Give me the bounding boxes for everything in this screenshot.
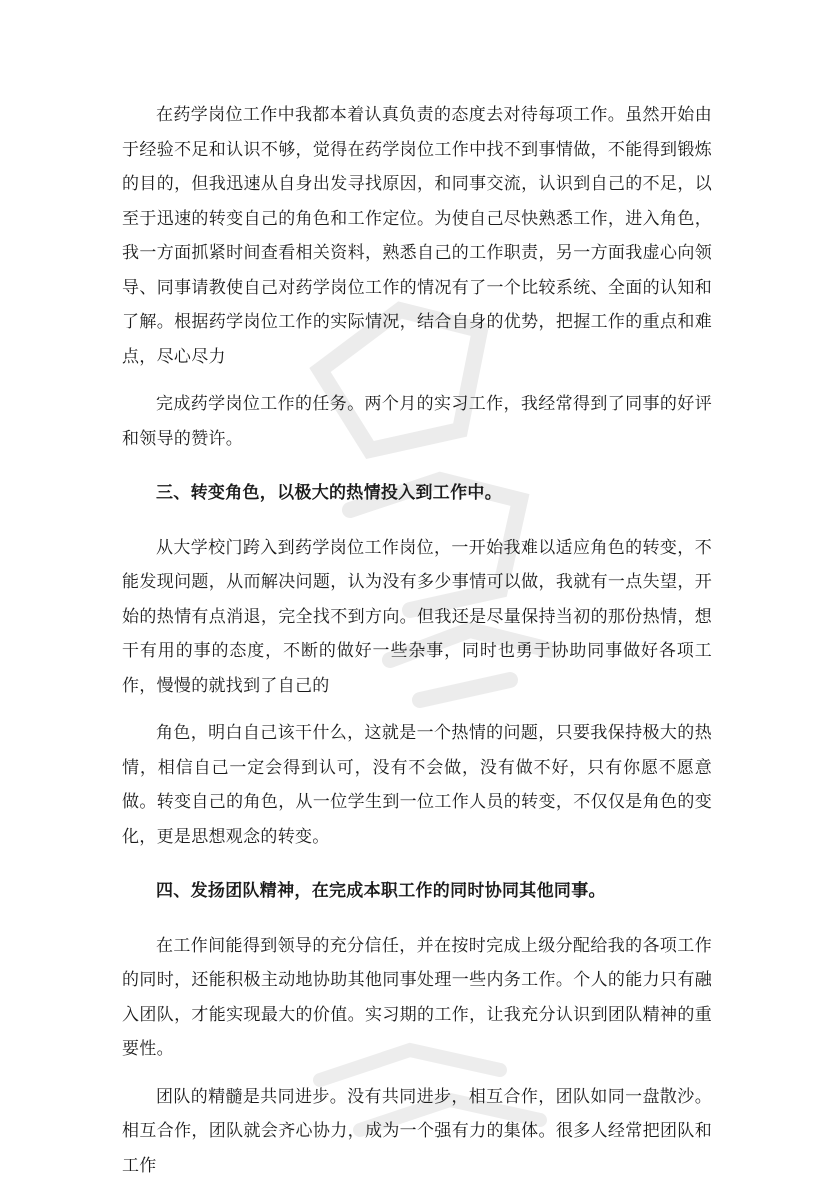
paragraph-complete-tasks: 完成药学岗位工作的任务。两个月的实习工作，我经常得到了同事的好评和领导的赞许。: [122, 394, 712, 449]
section-heading-4: 四、发扬团队精神，在完成本职工作的同时协同其他同事。: [156, 881, 606, 901]
paragraph-duty: 在药学岗位工作中我都本着认真负责的态度去对待每项工作。虽然开始由于经验不足和认识不够，觉得在药学岗位工作中找不到事情做，不能得到锻炼的目的，但我迅速从自身出发寻找原因，和同事交流，认识到自己的不足，以至于迅速的转变自己的角色和工作定位。为使自己尽快熟悉工作，进入角色，我一方面抓紧时间查看相关资料，熟悉自己的工作职责，另一方面我虚心向领导、同事请教使自己对药学岗位工作的情况有了一个比较系统、全面的认知和了解。根据药学岗位工作的实际情况，结合自身的优势，把握工作的重点和难点，尽心尽力: [122, 105, 712, 367]
paragraph-enthusiasm: 角色，明白自己该干什么，这就是一个热情的问题，只要我保持极大的热情，相信自己一定会得到认可，没有不会做，没有做不好，只有你愿不愿意做。转变自己的角色，从一位学生到一位工作人员的转变，不仅仅是角色的变化，更是思想观念的转变。: [122, 723, 712, 847]
document-body: [122, 98, 712, 1183]
paragraph-trust: 在工作间能得到领导的充分信任，并在按时完成上级分配给我的各项工作的同时，还能积极主动地协助其他同事处理一些内务工作。个人的能力只有融入团队，才能实现最大的价值。实习期的工作，让我充分认识到团队精神的重要性。: [122, 935, 712, 1059]
paragraph-role-change: 从大学校门跨入到药学岗位工作岗位，一开始我难以适应角色的转变，不能发现问题，从而解决问题，认为没有多少事情可以做，我就有一点失望，开始的热情有点消退，完全找不到方向。但我还是尽量保持当初的那份热情，想干有用的事的态度，不断的做好一些杂事，同时也勇于协助同事做好各项工作，慢慢的就找到了自己的: [122, 537, 712, 696]
section-heading-3: 三、转变角色，以极大的热情投入到工作中。: [156, 483, 502, 503]
paragraph-team-essence: 团队的精髓是共同进步。没有共同进步，相互合作，团队如同一盘散沙。相互合作，团队就会齐心协力，成为一个强有力的集体。很多人经常把团队和工作: [122, 1086, 712, 1176]
